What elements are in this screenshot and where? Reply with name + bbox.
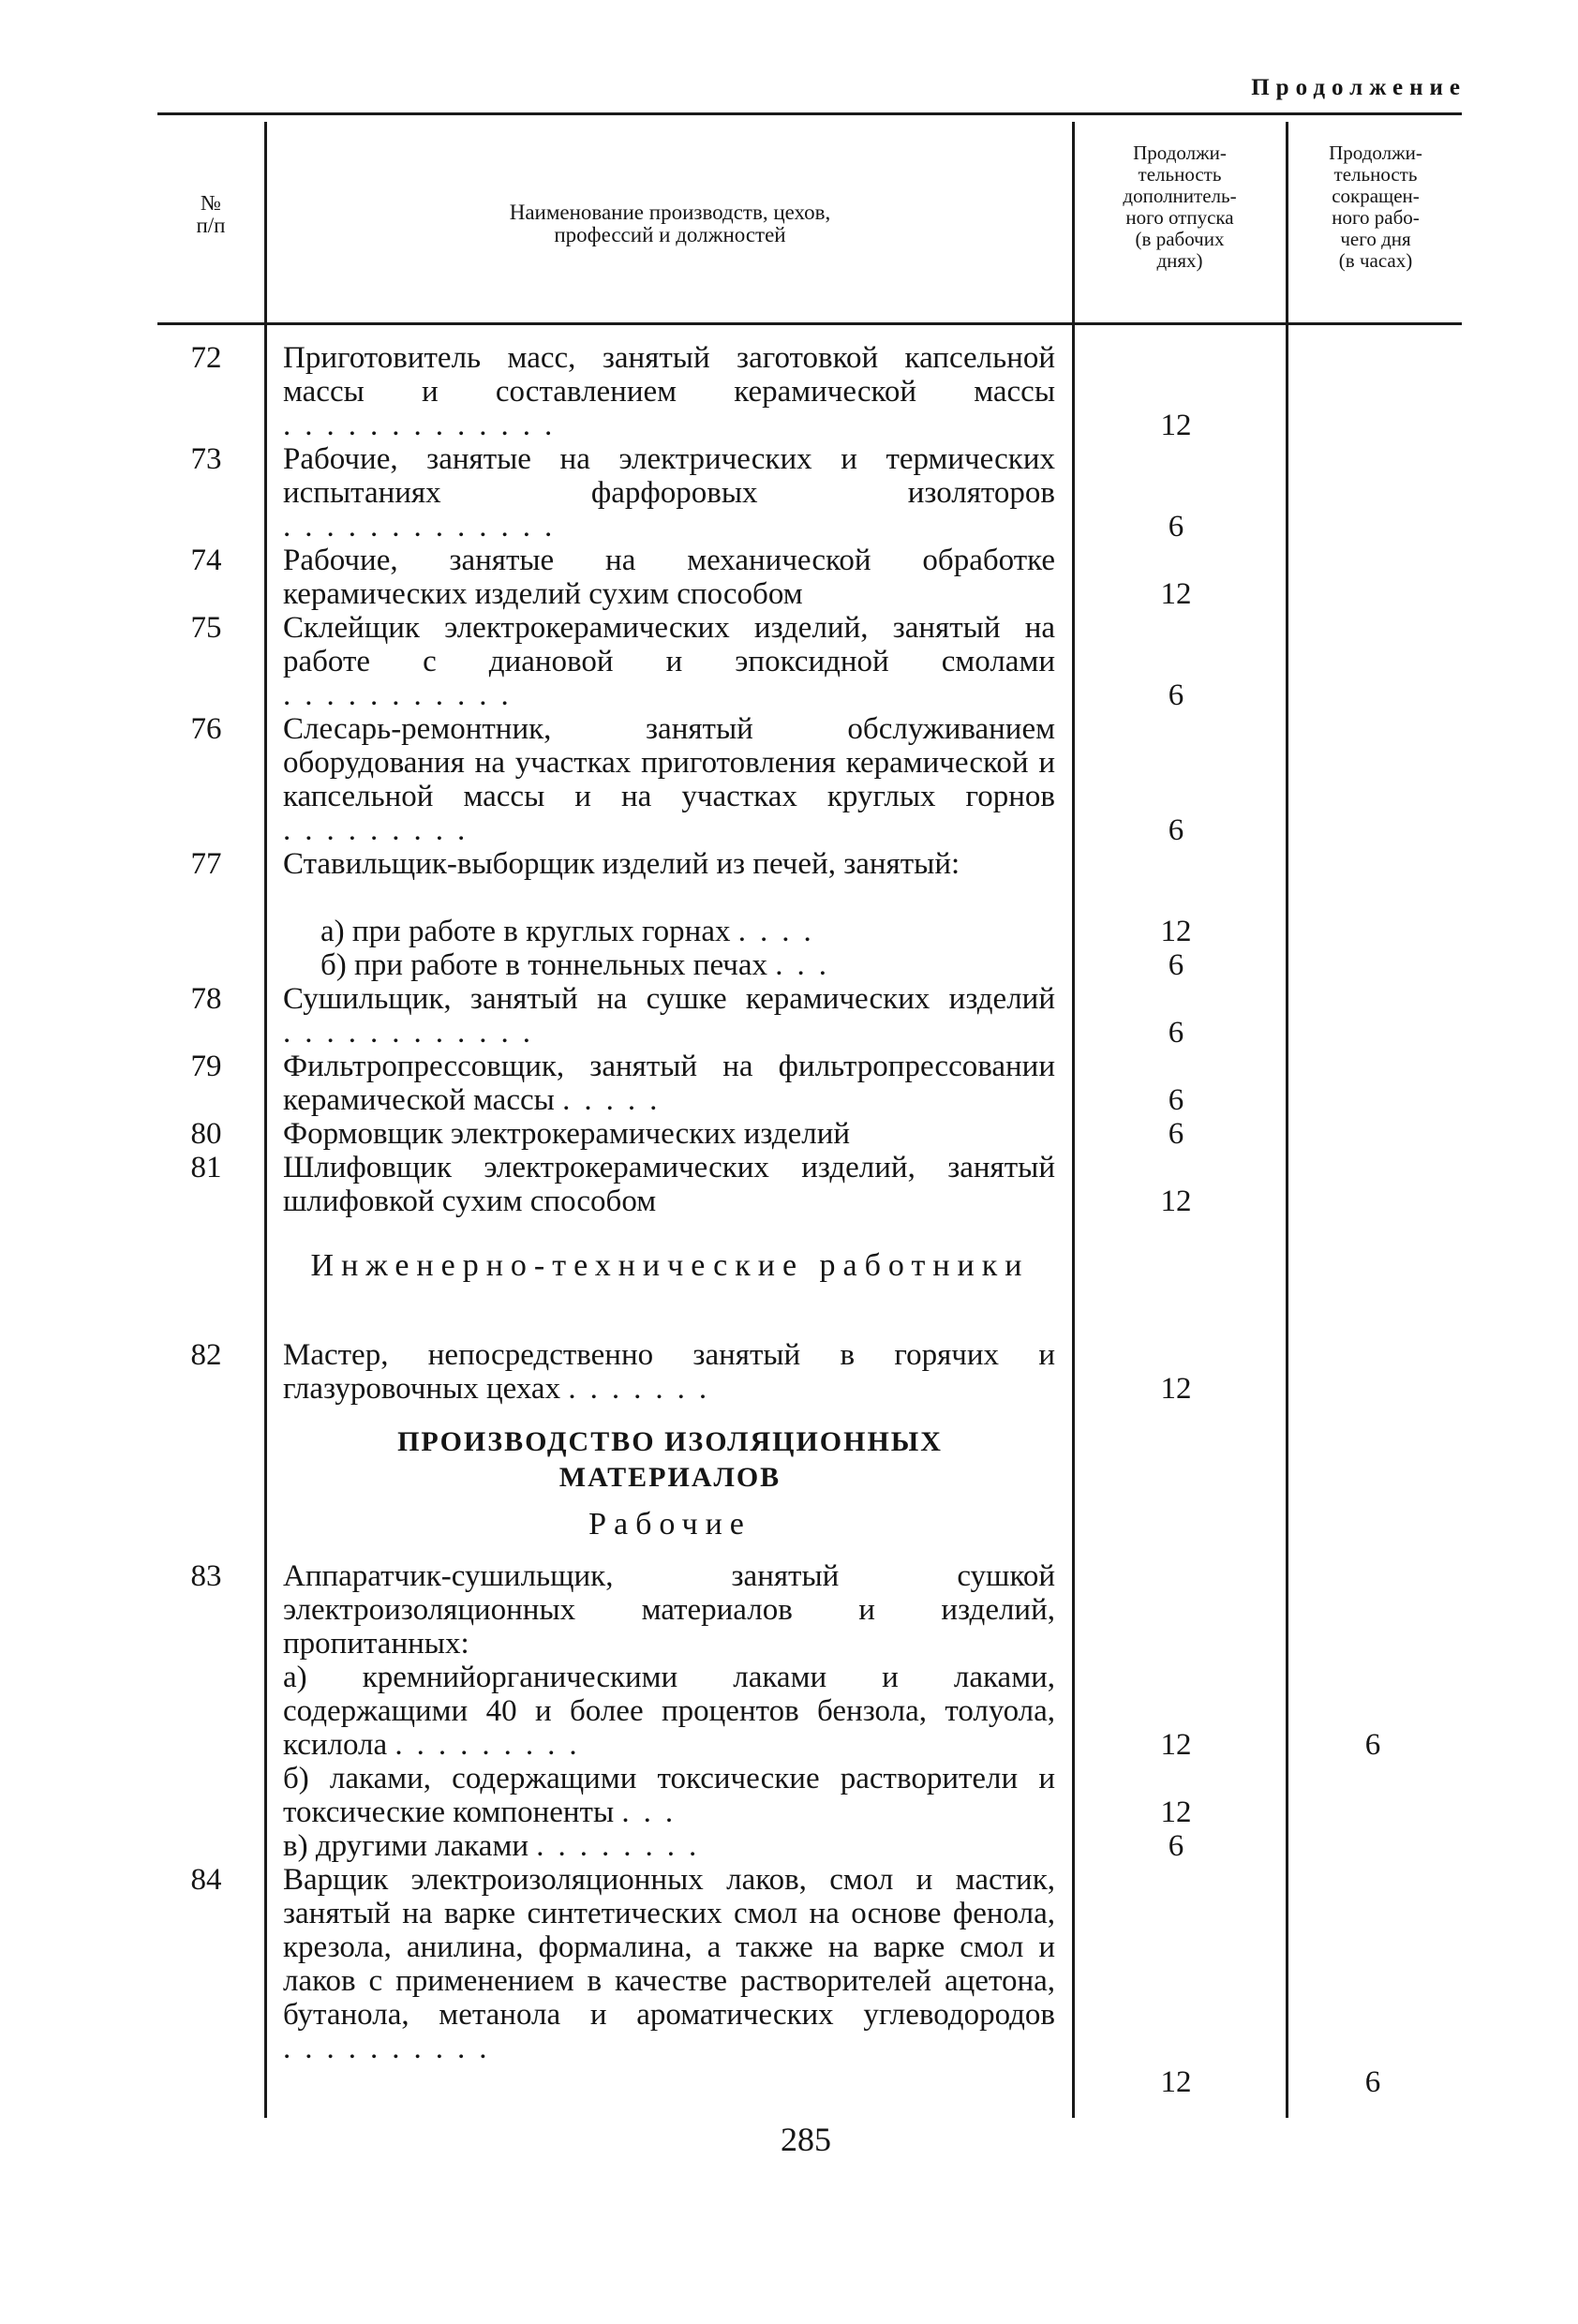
row-day-value: 6	[1364, 1728, 1381, 1762]
row-leave-value: 12	[1160, 1372, 1192, 1406]
table-top-rule	[157, 112, 1462, 115]
row-leave-value: 6	[1168, 510, 1184, 544]
row-subitem-text: а) кремнийорганическими лаками и лаками, содержащими 40 и более процентов бензола, толуола, ксилола .........	[283, 1661, 1055, 1762]
row-number: 75	[190, 611, 222, 645]
row-number: 78	[190, 982, 222, 1016]
continuation-label: Продолжение	[1251, 75, 1466, 100]
row-leave-value: 6	[1168, 813, 1184, 847]
row-text: Шлифовщик электрокерамических изделий, занятый шлифовкой сухим способом	[283, 1151, 1055, 1218]
row-leave-value: 6	[1168, 948, 1184, 982]
row-text: Варщик электроизоляционных лаков, смол и мастик, занятый на варке синтетических смол на основе фенола, крезола, анилина, формалина, а также на варке смол и лаков с применением в качестве растворителей ацетона, бутанола, метанола и ароматических углеводородов ..........	[283, 1863, 1055, 2065]
section-heading-engineers: Инженерно-технические работники	[310, 1248, 1030, 1283]
row-number: 83	[190, 1559, 222, 1593]
row-leave-value: 6	[1168, 1829, 1184, 1863]
row-leave-value: 6	[1168, 1016, 1184, 1050]
column-divider-1	[264, 122, 267, 2118]
section-heading-production: ПРОИЗВОДСТВО ИЗОЛЯЦИОННЫХ МАТЕРИАЛОВ	[397, 1426, 943, 1493]
header-day: Продолжи- тельность сокращен- ного рабо- чего дня (в часах)	[1329, 142, 1422, 272]
row-text: Аппаратчик-сушильщик, занятый сушкой электроизоляционных материалов и изделий, пропитанных:	[283, 1559, 1055, 1661]
row-text: Формовщик электрокерамических изделий	[283, 1117, 851, 1151]
header-leave: Продолжи- тельность дополнитель- ного отпуска (в рабочих днях)	[1123, 142, 1237, 272]
row-subitem-text: а) при работе в круглых горнах ....	[320, 915, 826, 948]
column-divider-3	[1286, 122, 1288, 2118]
row-leave-value: 12	[1160, 2065, 1192, 2099]
row-number: 80	[190, 1117, 222, 1151]
header-name: Наименование производств, цехов, профессий и должностей	[509, 201, 831, 246]
row-number: 84	[190, 1863, 222, 1897]
header-bottom-rule	[157, 322, 1462, 325]
row-number: 74	[190, 544, 222, 577]
row-leave-value: 12	[1160, 1184, 1192, 1218]
row-number: 79	[190, 1050, 222, 1083]
row-number: 81	[190, 1151, 222, 1184]
section-heading-workers: Рабочие	[588, 1507, 752, 1542]
row-text: Слесарь-ремонтник, занятый обслуживанием оборудования на участках приготовления керамической и капсельной массы и на участках круглых горнов .........	[283, 712, 1055, 847]
row-number: 82	[190, 1338, 222, 1372]
row-text: Склейщик электрокерамических изделий, занятый на работе с диановой и эпоксидной смолами ...........	[283, 611, 1055, 712]
row-text: Рабочие, занятые на механической обработке керамических изделий сухим способом	[283, 544, 1055, 611]
row-number: 73	[190, 442, 222, 476]
column-divider-2	[1072, 122, 1075, 2118]
row-leave-value: 6	[1168, 1117, 1184, 1151]
row-number: 77	[190, 847, 222, 881]
row-leave-value: 12	[1160, 409, 1192, 442]
row-subitem-text: б) лаками, содержащими токсические растворители и токсические компоненты ...	[283, 1762, 1055, 1829]
row-leave-value: 6	[1168, 678, 1184, 712]
row-text: Рабочие, занятые на электрических и термических испытаниях фарфоровых изоляторов .............	[283, 442, 1055, 544]
row-subitem-text: б) при работе в тоннельных печах ...	[320, 948, 841, 982]
row-subitem-text: в) другими лаками ........	[283, 1829, 711, 1863]
row-text: Сушильщик, занятый на сушке керамических изделий ............	[283, 982, 1055, 1050]
row-text: Приготовитель масс, занятый заготовкой капсельной массы и составлением керамической массы .............	[283, 341, 1055, 442]
header-number: № п/п	[196, 191, 226, 237]
row-leave-value: 12	[1160, 1795, 1192, 1829]
row-text: Ставильщик-выборщик изделий из печей, занятый:	[283, 847, 960, 881]
row-text: Фильтропрессовщик, занятый на фильтропрессовании керамической массы .....	[283, 1050, 1055, 1117]
row-leave-value: 12	[1160, 577, 1192, 611]
page-number: 285	[781, 2121, 831, 2158]
row-number: 72	[190, 341, 222, 375]
row-number: 76	[190, 712, 222, 746]
row-leave-value: 6	[1168, 1083, 1184, 1117]
row-text: Мастер, непосредственно занятый в горячих и глазуровочных цехах .......	[283, 1338, 1055, 1406]
row-leave-value: 12	[1160, 915, 1192, 948]
row-day-value: 6	[1364, 2065, 1381, 2099]
row-leave-value: 12	[1160, 1728, 1192, 1762]
